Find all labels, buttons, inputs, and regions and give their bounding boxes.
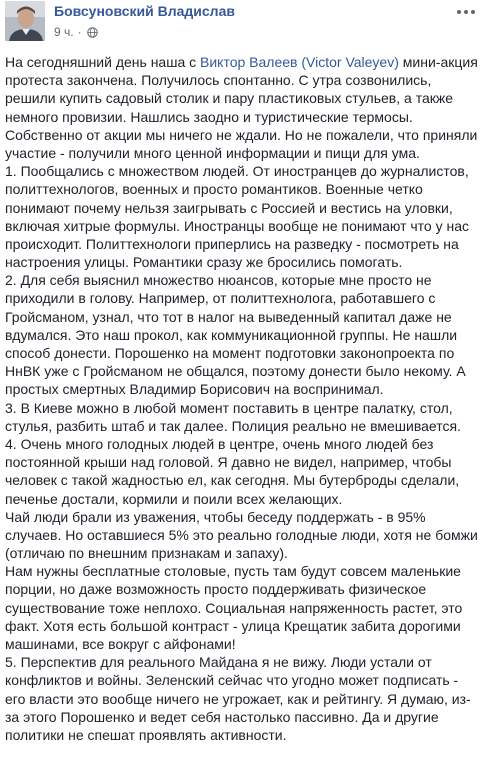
post-line: за этого Порошенко и ведет себя настолько пассивно. Да и другие: [5, 708, 439, 725]
post-line: 3. В Киеве можно в любой момент поставить в центре палатку, стол,: [5, 399, 453, 416]
post-line: машинами, все вокруг с айфонами!: [5, 636, 236, 652]
post-line: [5, 53, 481, 71]
post-line: Нам нужны бесплатные столовые, пусть там будут совсем маленькие: [5, 563, 461, 580]
post-meta: [54, 25, 98, 39]
post-line: немного провизии. Нашлись заодно и туристические термосы.: [5, 108, 413, 125]
post-line: его власти это вообще ничего не угрожает, как и рейтингу. Я думаю, из-: [5, 690, 471, 707]
post-line: Собственно от акции мы ничего не ждали. Но не пожалели, что приняли: [5, 126, 478, 143]
meta-separator: ·: [77, 25, 82, 39]
post-line: (отличаю по внешним признакам и запаху).: [5, 545, 288, 562]
post-line: печенье достали, кормили и поили всех желающих.: [5, 490, 343, 507]
post-header: [0, 0, 484, 46]
post-text: мини-акция: [398, 54, 478, 70]
post-line: настроения улицы. Романтики сразу же бросились помогать.: [5, 254, 403, 271]
post-line: НнВК уже с Гройсманом не общался, поэтому донести было некому. А: [5, 363, 466, 380]
post-line: вдумался. Это наш прокол, как коммуникационной группы. Не нашли: [5, 326, 458, 343]
post-text: На сегодняшний день наша с: [5, 54, 201, 70]
post-line: человек с такой жадностью ел, как сегодня. Мы бутерброды сделали,: [5, 472, 460, 489]
post-line: происходит. Политтехнологи приперлись на разведку - посмотреть на: [5, 235, 459, 252]
post-line: 1. Пообщались с множеством людей. От иностранцев до журналистов,: [5, 163, 469, 180]
post-line: приходили в голову. Например, от политтехнолога, работавшего с: [5, 290, 436, 307]
author-avatar[interactable]: [5, 1, 45, 41]
more-options-icon[interactable]: [455, 4, 477, 20]
post-line: конфликтов и войны. Зеленский сейчас что угодно может подписать -: [5, 672, 459, 689]
post-line: стулья, разбить штаб и так далее. Полиция реально не вмешивается.: [5, 417, 461, 434]
post-line: политики не спешат проявлять активности.: [5, 726, 287, 743]
post-line: постоянной крыши над головой. Я давно не видел, например, чтобы: [5, 454, 452, 471]
post-line: протеста закончена. Получилось спонтанно. С утра созвонились,: [5, 72, 432, 89]
post-line: случаев. Но оставшиеся 5% это реально голодные люди, хотя не бомжи: [5, 526, 478, 543]
post-line: существование тоже неплохо. Социальная напряженность растет, это: [5, 599, 463, 616]
post-line: факт. Хотя есть большой контраст - улица Крещатик забита дорогими: [5, 617, 461, 634]
post-line: включая хитрые формулы. Иностранцы вообще не понимают что у нас: [5, 217, 470, 234]
post-line: 2. Для себя выяснил множество нюансов, которые мне просто не: [5, 272, 432, 289]
mention-link[interactable]: Виктор Валеев (Victor Valeyev): [200, 54, 399, 70]
post-line: понимают почему нельзя заигрывать с Россией и вестись на уловки,: [5, 199, 453, 216]
avatar-photo-icon: [5, 1, 45, 41]
post-line: порции, но даже возможность просто поддерживать физическое: [5, 581, 427, 598]
author-name[interactable]: Бовсуновский Владислав: [54, 3, 235, 19]
post-line: способ донести. Порошенко на момент подготовки законопроекта по: [5, 345, 455, 361]
post-line: Чай люди брали из уважения, чтобы беседу поддержать - в 95%: [5, 508, 426, 525]
post-timestamp[interactable]: 9 ч.: [54, 25, 74, 39]
post-line: решили купить садовый столик и пару пластиковых стульев, а также: [5, 90, 454, 107]
post-line: 5. Перспектив для реального Майдана я не вижу. Люди устали от: [5, 654, 432, 671]
post-line: простых смертных Владимир Борисович на воспринимал.: [5, 381, 384, 398]
post-line: политтехнологов, военных и просто романтиков. Военные четко: [5, 181, 423, 198]
post-line: Гройсманом, узнал, что тот в налог на выведенный капитал даже не: [5, 308, 452, 325]
post-line: 4. Очень много голодных людей в центре, очень много людей без: [5, 435, 434, 452]
post-body: [5, 53, 481, 744]
post-line: участие - получили много ценной информации и пищи для ума.: [5, 144, 420, 161]
globe-icon[interactable]: [87, 27, 98, 38]
